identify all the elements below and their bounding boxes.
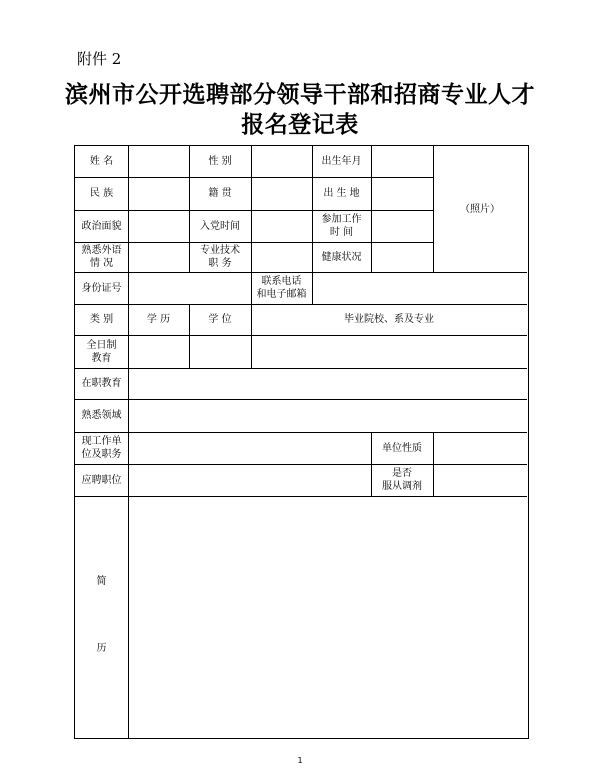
native-place-field[interactable] bbox=[251, 177, 312, 210]
name-field[interactable] bbox=[128, 146, 189, 177]
work-start-time-field[interactable] bbox=[371, 210, 433, 242]
form-subtitle: 报名登记表 bbox=[241, 111, 359, 138]
resume-label-2: 历 bbox=[96, 642, 107, 654]
degree-label: 学 位 bbox=[208, 314, 232, 325]
ethnicity-label: 民 族 bbox=[89, 188, 114, 199]
current-work-label: 现工作单 位及职务 bbox=[81, 436, 122, 460]
full-time-education-label: 全日制 教育 bbox=[86, 339, 117, 364]
full-time-school-field[interactable] bbox=[251, 335, 527, 368]
applied-position-field[interactable] bbox=[128, 464, 371, 496]
birth-field[interactable] bbox=[371, 146, 433, 177]
contact-label: 联系电话 和电子邮箱 bbox=[256, 276, 307, 300]
id-number-field[interactable] bbox=[128, 272, 251, 304]
familiar-field-input[interactable] bbox=[128, 399, 527, 432]
photo-box[interactable] bbox=[433, 146, 527, 272]
in-service-education-label: 在职教育 bbox=[81, 378, 122, 389]
resume-field[interactable] bbox=[128, 496, 527, 739]
work-start-time-label: 参加工作 时 间 bbox=[321, 214, 362, 238]
political-status-label: 政治面貌 bbox=[81, 220, 122, 232]
ethnicity-field[interactable] bbox=[128, 177, 189, 210]
foreign-language-field[interactable] bbox=[128, 242, 189, 272]
gender-field[interactable] bbox=[251, 146, 312, 177]
accept-adjustment-field[interactable] bbox=[433, 464, 527, 496]
full-time-degree-field[interactable] bbox=[189, 335, 251, 368]
health-label: 健康状况 bbox=[321, 251, 362, 263]
professional-title-label: 专业技术 职 务 bbox=[200, 245, 240, 269]
registration-form bbox=[74, 145, 529, 739]
name-label: 姓 名 bbox=[89, 156, 114, 167]
birthplace-field[interactable] bbox=[371, 177, 433, 210]
native-place-label: 籍 贯 bbox=[208, 188, 232, 199]
resume-label-1: 简 bbox=[96, 575, 107, 587]
birthplace-label: 出 生 地 bbox=[323, 188, 360, 199]
political-status-field[interactable] bbox=[128, 210, 189, 242]
party-join-time-field[interactable] bbox=[251, 210, 312, 242]
applied-position-label: 应聘职位 bbox=[81, 474, 122, 486]
gender-label: 性 别 bbox=[208, 156, 232, 167]
form-title: 滨州市公开选聘部分领导干部和招商专业人才 bbox=[65, 81, 535, 108]
school-major-label: 毕业院校、系及专业 bbox=[344, 314, 434, 325]
in-service-education-field[interactable] bbox=[128, 368, 527, 399]
party-join-time-label: 入党时间 bbox=[200, 220, 240, 232]
photo-label: （照片） bbox=[460, 203, 500, 215]
current-work-field[interactable] bbox=[128, 432, 371, 464]
foreign-language-label: 熟悉外语 情 况 bbox=[81, 245, 122, 269]
unit-nature-label: 单位性质 bbox=[382, 442, 422, 454]
full-time-education-field[interactable] bbox=[128, 335, 189, 368]
id-number-label: 身份证号 bbox=[81, 282, 122, 294]
education-label: 学 历 bbox=[146, 314, 171, 325]
birth-label: 出生年月 bbox=[321, 156, 362, 167]
page-number: 1 bbox=[297, 756, 303, 765]
professional-title-field[interactable] bbox=[251, 242, 312, 272]
attachment-label: 附件 2 bbox=[77, 50, 122, 68]
health-field[interactable] bbox=[371, 242, 433, 272]
accept-adjustment-label: 是否 服从调剂 bbox=[382, 468, 422, 492]
familiar-field-label: 熟悉领域 bbox=[81, 410, 122, 421]
category-label: 类 别 bbox=[89, 314, 114, 325]
unit-nature-field[interactable] bbox=[433, 432, 527, 464]
contact-field[interactable] bbox=[312, 272, 527, 304]
